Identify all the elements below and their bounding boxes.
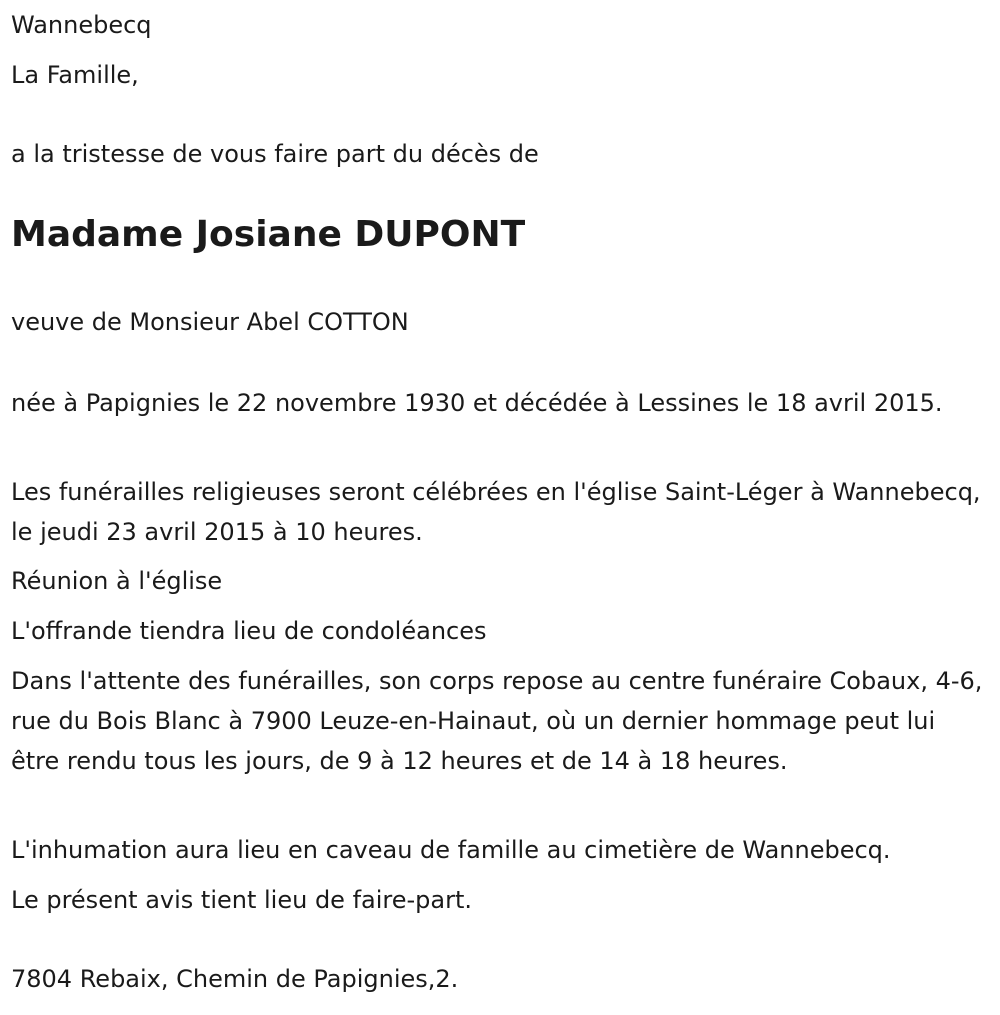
- address-line: 7804 Rebaix, Chemin de Papignies,2.: [11, 965, 459, 993]
- burial-line: L'inhumation aura lieu en caveau de famille au cimetière de Wannebecq.: [11, 836, 891, 864]
- birth-death-paragraph: née à Papignies le 22 novembre 1930 et décédée à Lessines le 18 avril 2015.: [11, 389, 943, 417]
- notice-line: Le présent avis tient lieu de faire-part.: [11, 886, 473, 914]
- funeral-paragraph: Les funérailles religieuses seront célébrées en l'église Saint-Léger à Wannebecq, le jeudi 23 avril 2015 à 10 heures.: [11, 478, 981, 546]
- visitation-paragraph: Dans l'attente des funérailles, son corps repose au centre funéraire Cobaux, 4-6, rue du Bois Blanc à 7900 Leuze-en-Hainaut, où un dernier hommage peut lui être rendu tous les jours, de 9 à 12 heures et de 14 à 18 heures.: [11, 667, 983, 775]
- location-line: Wannebecq: [11, 11, 152, 39]
- deceased-name: Madame Josiane DUPONT: [11, 214, 526, 255]
- meeting-line: Réunion à l'église: [11, 567, 223, 595]
- family-line: La Famille,: [11, 61, 139, 89]
- widow-of-line: veuve de Monsieur Abel COTTON: [11, 308, 409, 336]
- offering-line: L'offrande tiendra lieu de condoléances: [11, 617, 487, 645]
- announcement-line: a la tristesse de vous faire part du décès de: [11, 140, 539, 168]
